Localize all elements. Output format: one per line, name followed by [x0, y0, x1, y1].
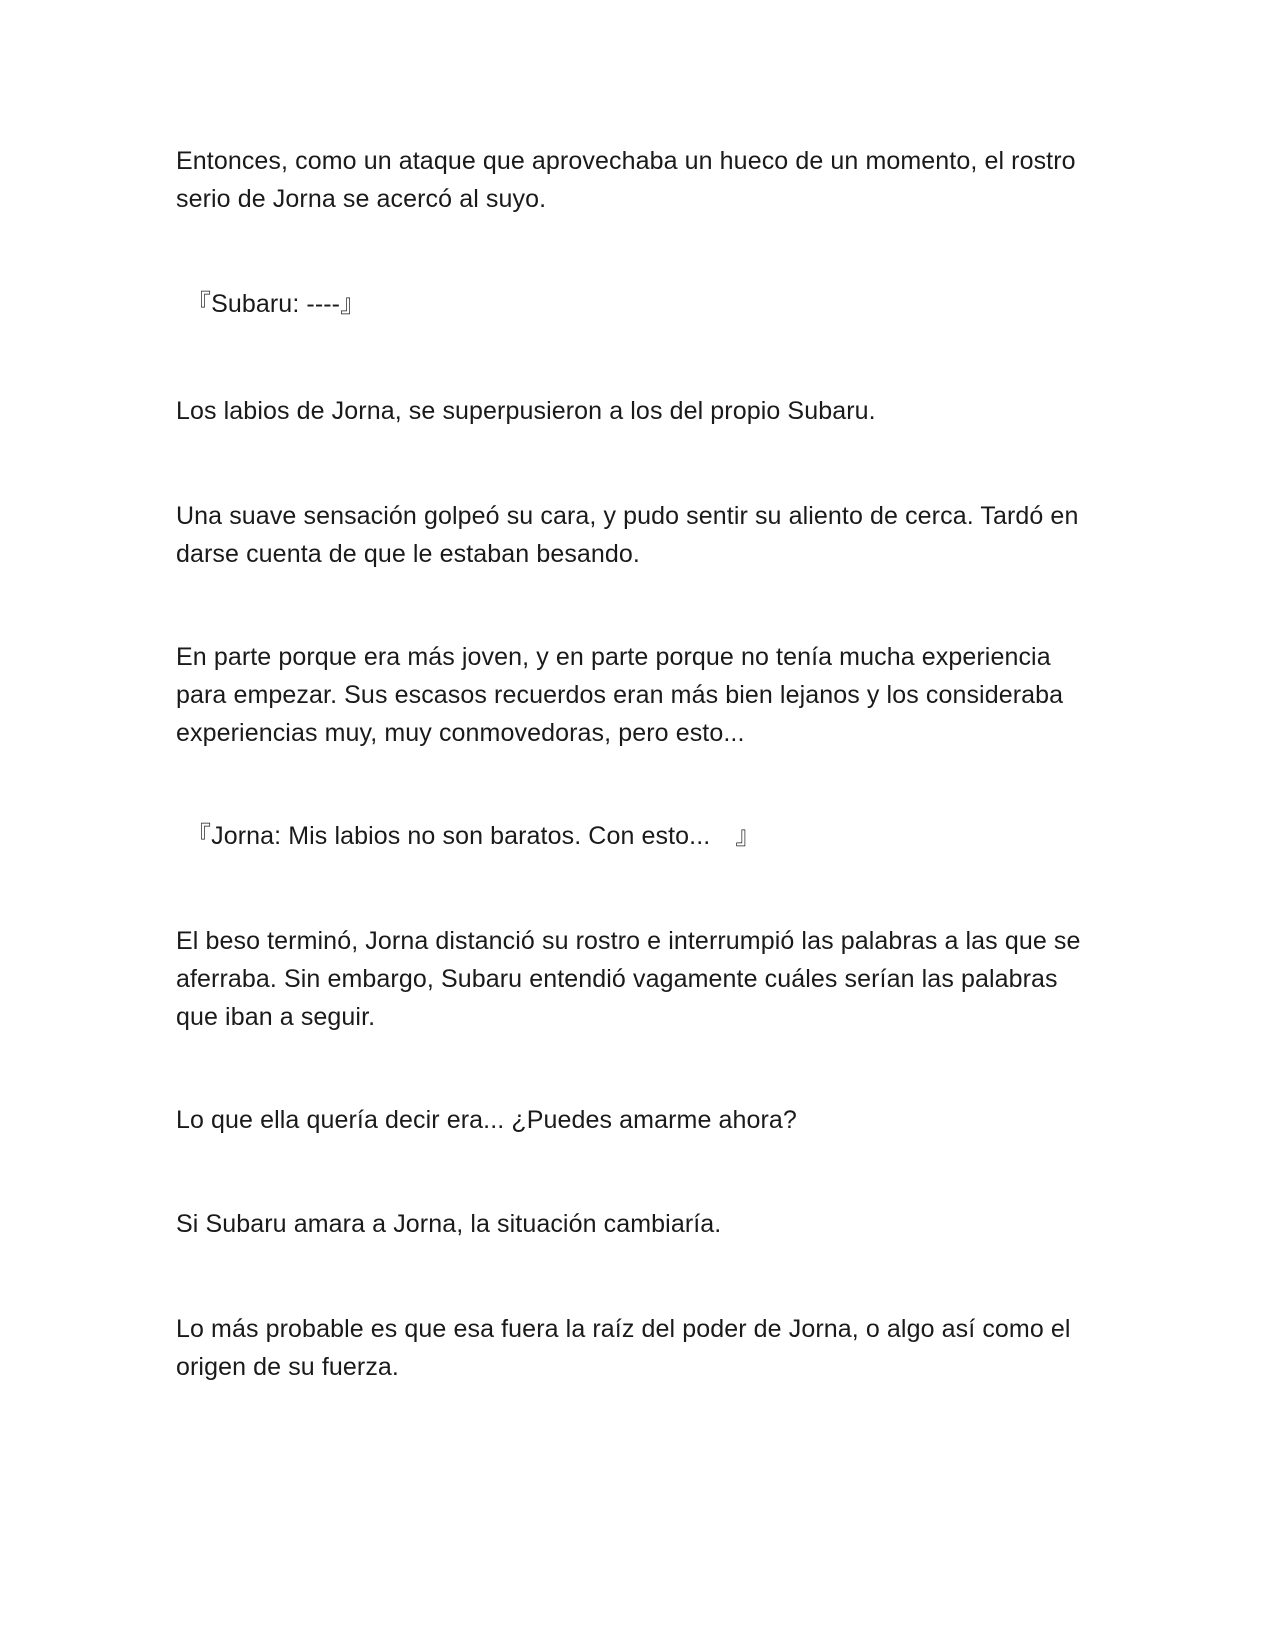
- paragraph: Lo más probable es que esa fuera la raíz del poder de Jorna, o algo así como el origen de su fuerza.: [176, 1315, 1071, 1381]
- dialogue-line: 『Subaru: ----』: [186, 290, 366, 318]
- dialogue-line: 『Jorna: Mis labios no son baratos. Con esto... 』: [186, 822, 761, 850]
- paragraph: Entonces, como un ataque que aprovechaba un hueco de un momento, el rostro serio de Jorna se acercó al suyo.: [176, 147, 1076, 213]
- paragraph: Si Subaru amara a Jorna, la situación cambiaría.: [176, 1210, 722, 1238]
- paragraph: El beso terminó, Jorna distanció su rostro e interrumpió las palabras a las que se aferraba. Sin embargo, Subaru entendió vagamente cuáles serían las palabras que iban a seguir.: [176, 927, 1081, 1031]
- paragraph: Los labios de Jorna, se superpusieron a los del propio Subaru.: [176, 397, 876, 425]
- paragraph: Una suave sensación golpeó su cara, y pudo sentir su aliento de cerca. Tardó en darse cuenta de que le estaban besando.: [176, 502, 1079, 568]
- paragraph: En parte porque era más joven, y en parte porque no tenía mucha experiencia para empezar. Sus escasos recuerdos eran más bien lejanos y los consideraba experiencias muy, muy conmovedoras, pero esto...: [176, 643, 1064, 747]
- paragraph: Lo que ella quería decir era... ¿Puedes amarme ahora?: [176, 1106, 797, 1134]
